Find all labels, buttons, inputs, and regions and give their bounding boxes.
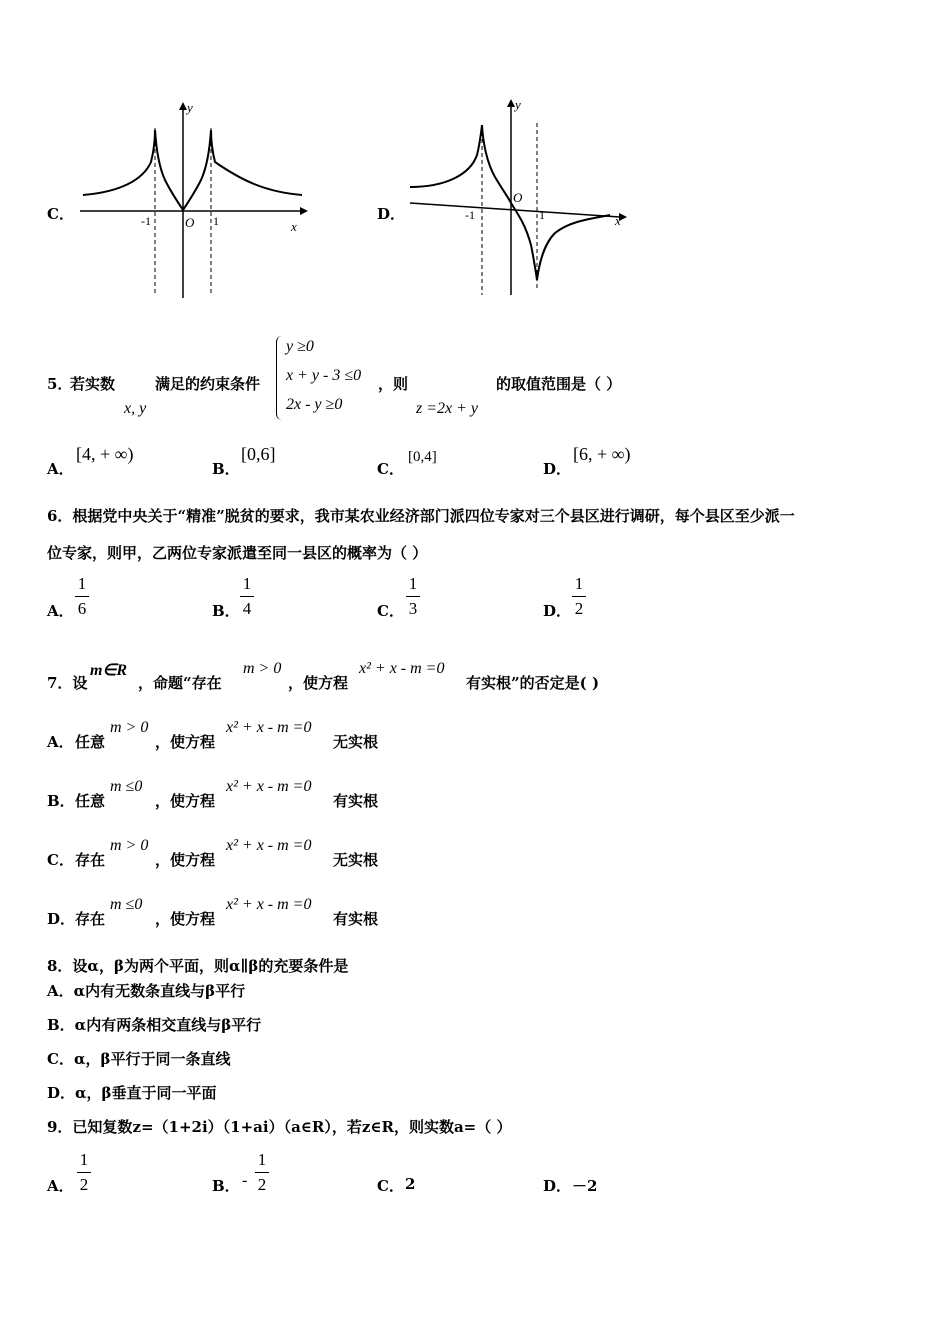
q7-option-c-quantifier: 存在 xyxy=(75,851,106,869)
q6-option-c-fraction xyxy=(406,574,420,619)
q7-option-d-label: D． xyxy=(47,910,76,928)
q7-text-2: ，使方程 xyxy=(288,674,349,692)
q7-option-a-end: 无实根 xyxy=(333,733,379,751)
q7-option-a-condition: m > 0 xyxy=(110,719,149,736)
graph-d-origin-label: O xyxy=(513,190,523,205)
q5-option-a-value: [4, + ∞) xyxy=(76,444,134,464)
q5-text-4: 的取值范围是（ ） xyxy=(496,375,622,393)
q7-number: 7．设 xyxy=(47,674,88,692)
q7-option-c-mid: ，使方程 xyxy=(155,851,216,869)
q6-option-a-label: A． xyxy=(47,602,74,620)
q4-graph-d xyxy=(405,95,630,300)
q5-vars: x, y xyxy=(124,400,147,417)
q6-option-a-denominator: 6 xyxy=(77,599,87,618)
q9-option-d-value: －2 xyxy=(572,1177,598,1195)
q6-option-a-fraction xyxy=(75,574,89,619)
q6-option-c-denominator: 3 xyxy=(408,599,418,618)
q6-option-c-numerator: 1 xyxy=(408,574,418,593)
q5-number: 5． xyxy=(47,375,73,393)
q8-option-a: A．α内有无数条直线与β平行 xyxy=(47,982,246,1000)
q6-option-d-fraction xyxy=(572,574,586,619)
q5-option-b-label: B． xyxy=(212,460,240,478)
q7-option-d-mid: ，使方程 xyxy=(155,910,216,928)
graph-c-origin-label: O xyxy=(185,215,195,230)
q8-stem: 8．设α，β为两个平面，则α∥β的充要条件是 xyxy=(47,957,349,975)
graph-d-curve xyxy=(410,125,610,280)
q8-option-d: D．α，β垂直于同一平面 xyxy=(47,1084,217,1102)
q6-stem-line-1: 6．根据党中央关于“精准”脱贫的要求，我市某农业经济部门派四位专家对三个县区进行调研，每个县区至少派一 xyxy=(47,507,795,525)
q7-option-d-equation: x² + x - m =0 xyxy=(226,896,312,913)
graph-d-x-label: x xyxy=(615,213,621,228)
q5-system-line-1: y ≥0 xyxy=(286,338,314,355)
q7-option-a-equation: x² + x - m =0 xyxy=(226,719,312,736)
q5-text-2: 满足的约束条件 xyxy=(155,375,261,393)
q5-system-line-2: x + y - 3 ≤0 xyxy=(286,367,362,384)
q7-option-b-end: 有实根 xyxy=(333,792,379,810)
q9-stem: 9．已知复数z=（1+2i）（1+ai）（a∈R），若z∈R，则实数a=（ ） xyxy=(47,1118,512,1136)
q6-stem-line-2: 位专家，则甲，乙两位专家派遣至同一县区的概率为（ ） xyxy=(47,544,428,562)
graph-c-y-label: y xyxy=(187,100,193,115)
q7-option-b-quantifier: 任意 xyxy=(75,792,106,810)
q6-option-b-label: B． xyxy=(212,602,240,620)
q6-option-d-label: D． xyxy=(543,602,572,620)
q6-option-a-numerator: 1 xyxy=(77,574,87,593)
q7-m-positive: m > 0 xyxy=(243,660,282,677)
q7-option-c-equation: x² + x - m =0 xyxy=(226,837,312,854)
q7-option-b-condition: m ≤0 xyxy=(110,778,143,795)
q7-option-c-condition: m > 0 xyxy=(110,837,149,854)
q5-text-3: ，则 xyxy=(378,375,409,393)
q9-option-b-denominator: 2 xyxy=(257,1175,267,1194)
q7-option-b-equation: x² + x - m =0 xyxy=(226,778,312,795)
q9-option-a-fraction xyxy=(77,1150,91,1195)
q7-condition: m∈R xyxy=(90,662,128,679)
graph-c-curve-right xyxy=(183,130,302,210)
q9-option-b-numerator: 1 xyxy=(257,1150,267,1169)
q7-option-c-end: 无实根 xyxy=(333,851,379,869)
q9-option-b-fraction xyxy=(255,1150,269,1195)
q7-option-b-label: B． xyxy=(47,792,75,810)
q9-option-c-value: 2 xyxy=(405,1175,416,1193)
q7-option-a-mid: ，使方程 xyxy=(155,733,216,751)
graph-c-pos1-label: 1 xyxy=(213,214,219,228)
q7-equation: x² + x - m =0 xyxy=(359,660,445,677)
q9-option-b-label: B． xyxy=(212,1177,240,1195)
q8-option-b: B．α内有两条相交直线与β平行 xyxy=(47,1016,262,1034)
q5-option-b-value: [0,6] xyxy=(241,444,276,464)
q6-option-b-fraction xyxy=(240,574,254,619)
graph-c-neg1-label: -1 xyxy=(141,214,151,228)
q4-option-d-label: D． xyxy=(377,205,406,223)
q9-option-a-numerator: 1 xyxy=(79,1150,89,1169)
q7-option-a-label: A． xyxy=(47,733,74,751)
q5-option-c-value: [0,4] xyxy=(408,449,437,465)
q5-system-line-3: 2x - y ≥0 xyxy=(286,396,343,413)
q5-option-c-label: C． xyxy=(377,460,404,478)
q6-option-d-denominator: 2 xyxy=(574,599,584,618)
q5-option-d-value: [6, + ∞) xyxy=(573,444,631,464)
q4-graph-c xyxy=(75,100,310,300)
q7-option-a xyxy=(47,731,74,752)
graph-c-curve-left xyxy=(83,130,183,210)
q7-option-b-mid: ，使方程 xyxy=(155,792,216,810)
q9-option-d-label: D． xyxy=(543,1177,572,1195)
q7-text-1: ，命题“存在 xyxy=(138,674,222,692)
q7-text-3: 有实根”的否定是( ) xyxy=(466,674,600,692)
q6-option-d-numerator: 1 xyxy=(574,574,584,593)
q5-z-expression: z =2x + y xyxy=(416,400,479,417)
q9-option-c-label: C． xyxy=(377,1177,404,1195)
graph-d-pos1-label: 1 xyxy=(539,208,545,222)
q9-option-a-denominator: 2 xyxy=(79,1175,89,1194)
q7-option-c-label: C． xyxy=(47,851,74,869)
q9-option-a-label: A． xyxy=(47,1177,74,1195)
q7-option-d-quantifier: 存在 xyxy=(75,910,106,928)
graph-d-y-label: y xyxy=(515,97,521,112)
q6-option-c-label: C． xyxy=(377,602,404,620)
q5-option-d-label: D． xyxy=(543,460,572,478)
graph-d-neg1-label: -1 xyxy=(465,208,475,222)
q6-option-b-numerator: 1 xyxy=(242,574,252,593)
q4-option-c-label: C． xyxy=(47,205,74,223)
q5-text-1: 若实数 xyxy=(70,375,116,393)
q7-option-a-quantifier: 任意 xyxy=(75,733,106,751)
graph-c-x-label: x xyxy=(291,219,297,234)
q8-option-c: C．α，β平行于同一条直线 xyxy=(47,1050,231,1068)
q7-option-d-end: 有实根 xyxy=(333,910,379,928)
q5-option-a-label: A． xyxy=(47,460,74,478)
q9-option-b-sign: - xyxy=(242,1172,248,1189)
q6-option-b-denominator: 4 xyxy=(242,599,252,618)
q7-option-d-condition: m ≤0 xyxy=(110,896,143,913)
q5-system-brace xyxy=(276,336,285,420)
